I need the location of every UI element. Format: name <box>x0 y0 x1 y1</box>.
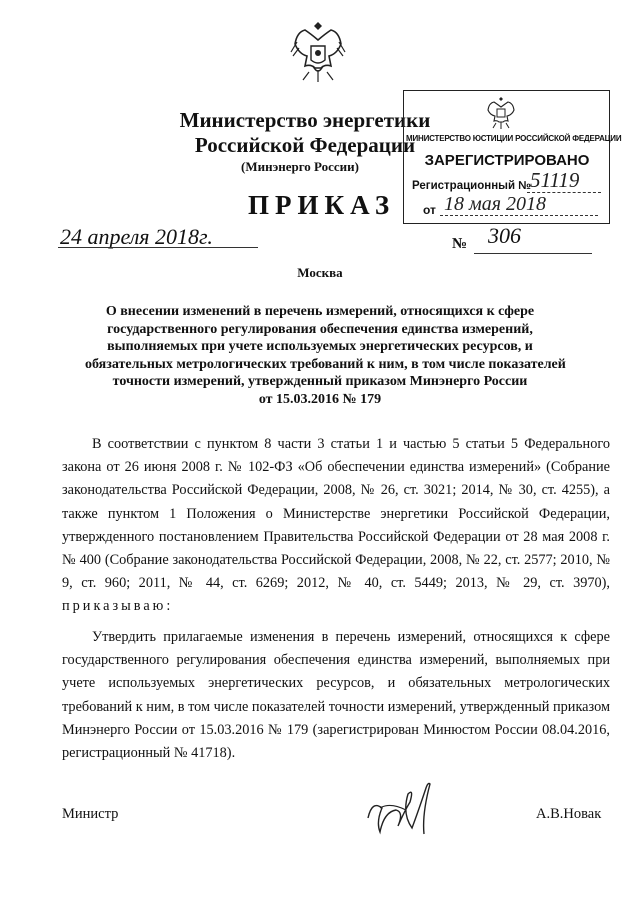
paragraph-1-order-word: приказываю: <box>62 598 174 615</box>
order-title <box>85 303 566 408</box>
paragraph-1-text: В соответствии с пунктом 8 части 3 статьи 1 и частью 5 статьи 5 Федерального закона от 26 июня 2008 г. № 102-ФЗ «Об обеспечении единства измерений» (Собрание законодательства Российской Федерации, 2008, № 26, ст. 3021; 2014, № 30, ст. 4255), а также пунктом 1 Положения о Министерстве энергетики Российской Федерации, утвержденного постановлением Правительства Российской Федерации от 28 мая 2008 г. № 400 (Собрание законодательства Российской Федерации, 2008, № 22, ст. 2577; 2010, № 9, ст. 960; 2011, № 44, ст. 6269; 2012, № 40, ст. 5449; 2013, № 29, ст. 3970), <box>62 436 610 592</box>
ministry-name-line1: Министерство энергетики <box>179 108 431 132</box>
title-line: О внесении изменений в перечень измерений, относящихся к сфере <box>105 304 535 319</box>
signature-icon <box>360 778 450 848</box>
order-city: Москва <box>297 265 343 280</box>
signatory-position: Министр <box>62 806 119 822</box>
title-line: обязательных метрологических требований к ним, в том числе показателей <box>85 356 566 372</box>
body-paragraph-2 <box>62 626 610 765</box>
signatory-name: А.В.Новак <box>536 806 602 822</box>
title-line: государственного регулирования обеспечения единства измерений, <box>107 321 533 337</box>
stamp-reg-number-label: Регистрационный № <box>412 180 532 192</box>
order-number: 306 <box>488 223 521 248</box>
title-line: точности измерений, утвержденный приказом Минэнерго России <box>112 374 528 389</box>
stamp-reg-number: 51119 <box>530 168 580 192</box>
order-number-underline <box>474 253 592 254</box>
title-line: выполняемых при учете используемых энергетических ресурсов, и <box>107 339 533 354</box>
title-line: от 15.03.2016 № 179 <box>258 391 382 407</box>
paragraph-2-text: Утвердить прилагаемые изменения в перечень измерений, относящихся к сфере государственного регулирования обеспечения единства измерений, выполняемых при учете используемых энергетических ресурсов, и обязательных метрологических требований к ним, в том числе показателей точности измерений, утвержденный приказом Минэнерго России от 15.03.2016 № 179 (зарегистрирован Минюстом России 08.04.2016, регистрационный № 41718). <box>62 629 611 762</box>
ministry-name-line2: Российской Федерации <box>194 133 416 157</box>
stamp-organization: МИНИСТЕРСТВО ЮСТИЦИИ РОССИЙСКОЙ ФЕДЕРАЦИИ <box>406 134 622 143</box>
stamp-registered-label: ЗАРЕГИСТРИРОВАНО <box>424 152 590 169</box>
stamp-date-underline <box>440 215 598 216</box>
document-type: ПРИКАЗ <box>248 190 396 220</box>
stamp-date-prefix: от <box>423 203 436 217</box>
order-date: 24 апреля 2018г. <box>60 224 213 249</box>
stamp-emblem-icon <box>484 95 518 131</box>
body-paragraph-1 <box>62 433 610 619</box>
stamp-date: 18 мая 2018 <box>444 193 547 215</box>
coat-of-arms-icon <box>287 16 349 86</box>
order-number-label: № <box>452 236 468 252</box>
order-date-underline <box>58 247 258 248</box>
ministry-short-name: (Минэнерго России) <box>241 159 359 174</box>
